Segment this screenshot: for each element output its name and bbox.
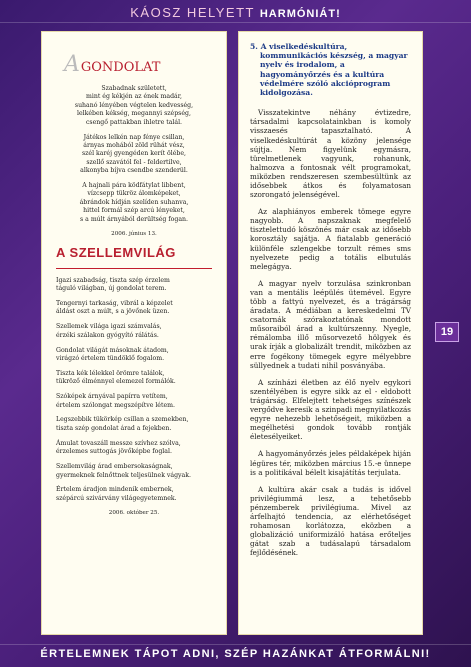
poem2-line: érzelemes suttogás jövőképbe foglal. — [56, 448, 172, 456]
poem2-line: Értelem áradjon mindenik embernek, — [56, 486, 174, 494]
page-footer: ÉRTELEMNEK TÁPOT ADNI, SZÉP HAZÁNKAT ÁTFORMÁLNI! — [40, 648, 431, 660]
poem1-line: A hajnali pára ködfátylat libbent, — [82, 182, 186, 190]
poem2-stanza — [56, 416, 212, 433]
poem1-line: s a múlt árnyából derültség fogan. — [80, 215, 188, 223]
article-paragraph: A színházi életben az élő nyelv egykori szentélyében is egyre sikk az el - eldobott trágárság. Elfelejtett tehetséges színészek vergődve keresik a szinpadi megnyilatkozás egyre nehezebb lehetőségeit, miközben a megélhetési gondok tovább rontják életesélyeiket. — [250, 377, 411, 442]
right-column — [238, 31, 423, 635]
poem2-rule — [56, 268, 212, 269]
poem2-line: tiszta szép gondolat árad a fejekben. — [56, 424, 172, 432]
poem1-line: vízcsepp tükröz álomképeket, — [87, 190, 181, 198]
poem1-line: ábrándok hídján szelíden suhanva, — [79, 198, 189, 206]
poem1-line: lelkében kékség, megannyi szépség, — [77, 110, 191, 118]
poem2-line: Szellemvilág árad embersokaságnak, — [56, 463, 173, 471]
poem2-stanza — [56, 486, 212, 503]
header-rule — [0, 22, 471, 23]
poem2-line: szépárcú szivárvány világegyetemnek. — [56, 494, 177, 502]
left-column — [41, 31, 227, 635]
poem2-line: áldást oszt a múlt, s a jövőnek üzen. — [56, 308, 170, 316]
poem2-line: Ámulat tovaszáll messze szívhez szólva, — [56, 439, 181, 447]
poem2-stanza — [56, 393, 212, 410]
article-paragraph: A hagyományőrzés jeles példaképek hiján légüres tér, miközben március 15.-e ünnepe is a politikával bélelt kisajátítás terjulata. — [250, 449, 411, 477]
poem1-date: 2006. június 13. — [111, 230, 157, 237]
poem2-line: virágzó értelem tündöklő fogalom. — [56, 354, 165, 362]
poem1-line: suhanó lényében végtelen kedvesség, — [74, 101, 194, 109]
poem1-line: alkonyba bíjva csendbe szenderül. — [80, 167, 188, 175]
poem2-stanza — [56, 463, 212, 480]
poem1-line: Játékos lelkén nap fénye csillan, — [83, 133, 185, 141]
poem2-body — [56, 277, 212, 504]
poem1-stanza — [56, 134, 212, 176]
poem1-line: csengő pattakban ihletre talál. — [85, 118, 183, 126]
poem2-line: Legszebbik tükörkép csillan a szemekben, — [56, 416, 189, 424]
poem1-line: mint ég kékjén az ének madár, — [86, 93, 182, 101]
header-part1: KÁOSZ HELYETT — [130, 5, 260, 20]
article-paragraph: Az alaphiányos emberek tömege egyre nagyobb. A napszaknak megfelelő tisztelettudó köszönés már csak az idősebb korosztály sajátja. A fiatalabb generáció különféle szlengekbe torzult rémes sms nyelvezete pedig a totális elbutulás melegágya. — [250, 207, 411, 271]
poem2-line: értelem szólongat megszépítve létem. — [56, 401, 175, 409]
poem2-line: Gondolat világát másoknak átadom, — [56, 346, 169, 354]
poem2-line: Tengernyi tarkaság, vibrál a képzelet — [56, 299, 173, 307]
poem2-stanza — [56, 277, 212, 294]
article-body — [250, 108, 411, 557]
poem2-line: érzéki szálakon gyógyító rálátás. — [56, 331, 159, 339]
poem2-stanza — [56, 440, 212, 457]
poem2-title: A SZELLEMVILÁG — [56, 244, 176, 260]
poem2-line: tükröző élménnyel elemezel formálók. — [56, 378, 176, 386]
article-paragraph: A kultúra akár csak a tudás is idővel privilégiummá lesz, a tehetősebb pénzemberek privilégiuma. Mivel az árfelhajtó tendencia, az elérhetőséget rohamosan korlátozza, eközben a globalizáció uniformizáló hatása erőteljes gátat szab a tudásalapú társadalom fejlődésének. — [250, 484, 411, 558]
poem2-line: gyermeknek felnőttnek teljesülnek vágyak. — [56, 471, 191, 479]
poem1-dropcap: A — [64, 52, 80, 77]
poem1-line: hittel formál szép arcú lényeket, — [83, 207, 185, 215]
poem2-stanza — [56, 370, 212, 387]
poem1-title-text: GONDOLAT — [80, 60, 161, 75]
article-paragraph: A magyar nyelv torzulása szinkronban van a mentális leépülés ütemével. Egyre több a fattyú nyelvezet, és a trágárság áradata. A médiában a kereskedelmi TV csatornák szórakoztatónak mondott műsoraiból árad a kultúrszenny. Nyegle, rémálomba illő műsorvezető hölgyek és urak írják a globalizált trendit, miközben az erre fogékony tömegek egyre mélyebbre süllyednek a tudati nihil posványába. — [250, 278, 411, 370]
poem1-stanza — [56, 85, 212, 127]
poem2-stanza — [56, 300, 212, 317]
article-paragraph: Visszatekintve néhány évtizedre, társadalmi kapcsolatainkban is komoly visszaesés tapasztalható. A viselkedéskultúrát a közöny jelensége sújtja. Nem figyelünk egymásra, türelmetlenek vagyunk, rohanunk, halmozva a fontosnak vélt programokat, miközben rendszeresen szembesültünk az idősebbek átkos és folyamatosan szorongató jelenségével. — [250, 108, 411, 200]
poem1-stanza — [56, 182, 212, 224]
poem1-line: Szabadnak született, — [101, 85, 167, 92]
page-number-badge: 19 — [435, 322, 459, 342]
poem2-stanza — [56, 347, 212, 364]
poem1-line: szellő szavától fel - feldertilve, — [86, 158, 182, 166]
poem1-title — [64, 52, 212, 77]
poem1-body — [56, 85, 212, 224]
article-title: 5. A viselkedéskultúra, kommunikációs készség, a magyar nyelv és irodalom, a hagyományőrzés és a kultúra védelmére szóló akcióprogram kidolgozása. — [250, 42, 408, 98]
page-header — [0, 0, 471, 22]
poem1-line: árnyas mohából zöld rühát vész, — [83, 141, 185, 149]
poem1-line: szél karéj gyengéden kerít ölébe, — [81, 150, 187, 158]
poem2-line: Szellemek világa igazi számvalás, — [56, 323, 162, 331]
poem2-line: Szóképek árnyával papírra vetítem, — [56, 393, 168, 401]
poem2-date: 2006. október 25. — [108, 509, 160, 516]
poem2-line: Igazi szabadság, tiszta szép érzelem — [56, 276, 170, 284]
header-part2: HARMÓNIÁT! — [259, 8, 341, 20]
poem2-line: táguló világban, új gondolat terem. — [56, 285, 167, 292]
poem2-stanza — [56, 323, 212, 340]
poem2-line: Tiszta kék lélekkel örömre találok, — [56, 369, 165, 377]
